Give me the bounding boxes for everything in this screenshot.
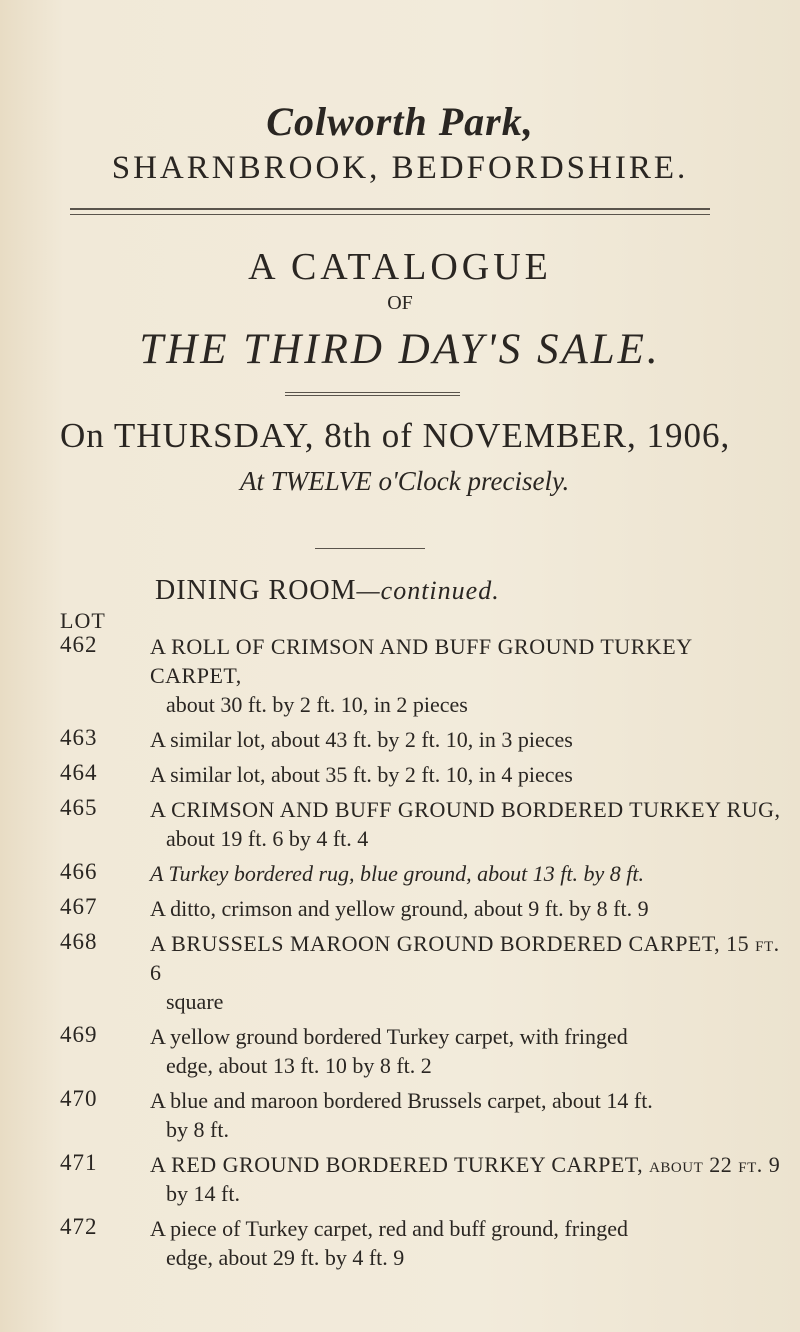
lot-row [0, 1086, 800, 1144]
lot-description-line1: A piece of Turkey carpet, red and buff ground, fringed [150, 1216, 628, 1241]
lot-row [0, 795, 800, 853]
lot-list [0, 632, 800, 1278]
section-continued: —continued. [356, 576, 500, 605]
lot-number: 463 [60, 725, 98, 750]
lot-description-line2: about 30 ft. by 2 ft. 10, in 2 pieces [166, 692, 468, 717]
lot-number: 467 [60, 894, 98, 919]
lot-row [0, 859, 800, 888]
lot-row [0, 1022, 800, 1080]
lot-description-line2: by 8 ft. [166, 1117, 229, 1142]
lot-number: 468 [60, 929, 98, 954]
lot-description [150, 1214, 785, 1272]
lot-row [0, 1214, 800, 1272]
lot-description-line2: edge, about 13 ft. 10 by 8 ft. 2 [166, 1053, 432, 1078]
lot-description-line2: edge, about 29 ft. by 4 ft. 9 [166, 1245, 405, 1270]
lot-description-line1: A ROLL OF CRIMSON AND BUFF GROUND TURKEY CARPET, [150, 634, 692, 688]
lot-number: 465 [60, 795, 98, 820]
lot-description [150, 725, 785, 754]
lot-number: 462 [60, 632, 98, 657]
lot-row [0, 894, 800, 923]
lot-description [150, 894, 785, 923]
double-rule-divider [70, 208, 710, 215]
lot-description [150, 859, 785, 888]
lot-row [0, 1150, 800, 1208]
lot-description-line1: A blue and maroon bordered Brussels carpet, about 14 ft. [150, 1088, 653, 1113]
lot-description [150, 1086, 785, 1144]
lot-description-line1: A CRIMSON AND BUFF GROUND BORDERED TURKEY RUG, [150, 797, 781, 822]
lot-description-line1: A similar lot, about 35 ft. by 2 ft. 10, in 4 pieces [150, 762, 573, 787]
lot-number: 472 [60, 1214, 98, 1239]
lot-row [0, 632, 800, 719]
lot-row [0, 725, 800, 754]
lot-description-line2: square [166, 989, 224, 1014]
lot-column-header: LOT [60, 608, 106, 633]
section-rule-divider [315, 548, 425, 549]
lot-description-line2: about 19 ft. 6 by 4 ft. 4 [166, 826, 369, 851]
lot-number: 471 [60, 1150, 98, 1175]
lot-description [150, 1150, 785, 1208]
lot-description-line1: A similar lot, about 43 ft. by 2 ft. 10, in 3 pieces [150, 727, 573, 752]
sale-heading: THE THIRD DAY'S SALE. [139, 326, 661, 373]
lot-description-line1: A ditto, crimson and yellow ground, about 9 ft. by 8 ft. 9 [150, 896, 649, 921]
lot-description-line1: A RED GROUND BORDERED TURKEY CARPET, about 22 ft. 9 [150, 1152, 781, 1177]
lot-number: 464 [60, 760, 98, 785]
estate-title: Colworth Park, [266, 99, 534, 144]
of-word: OF [387, 292, 413, 314]
lot-number: 469 [60, 1022, 98, 1047]
lot-number: 466 [60, 859, 98, 884]
lot-row [0, 760, 800, 789]
sale-time: At TWELVE o'Clock precisely. [240, 466, 570, 496]
lot-description [150, 760, 785, 789]
estate-location: SHARNBROOK, BEDFORDSHIRE. [111, 150, 689, 186]
lot-description-line2: by 14 ft. [166, 1181, 240, 1206]
lot-description [150, 929, 785, 1016]
catalogue-heading: A CATALOGUE [248, 246, 552, 288]
lot-description-line1: A BRUSSELS MAROON GROUND BORDERED CARPET, 15 ft. 6 [150, 931, 780, 985]
lot-description-line1: A yellow ground bordered Turkey carpet, with fringed [150, 1024, 628, 1049]
lot-description-line1: A Turkey bordered rug, blue ground, about 13 ft. by 8 ft. [150, 861, 644, 886]
section-title: DINING ROOM [155, 575, 357, 606]
lot-number: 470 [60, 1086, 98, 1111]
short-rule-divider [285, 392, 460, 396]
sale-date: On THURSDAY, 8th of NOVEMBER, 1906, [60, 416, 731, 455]
lot-description [150, 1022, 785, 1080]
lot-description [150, 632, 785, 719]
lot-row [0, 929, 800, 1016]
lot-description [150, 795, 785, 853]
section-heading [155, 575, 500, 607]
